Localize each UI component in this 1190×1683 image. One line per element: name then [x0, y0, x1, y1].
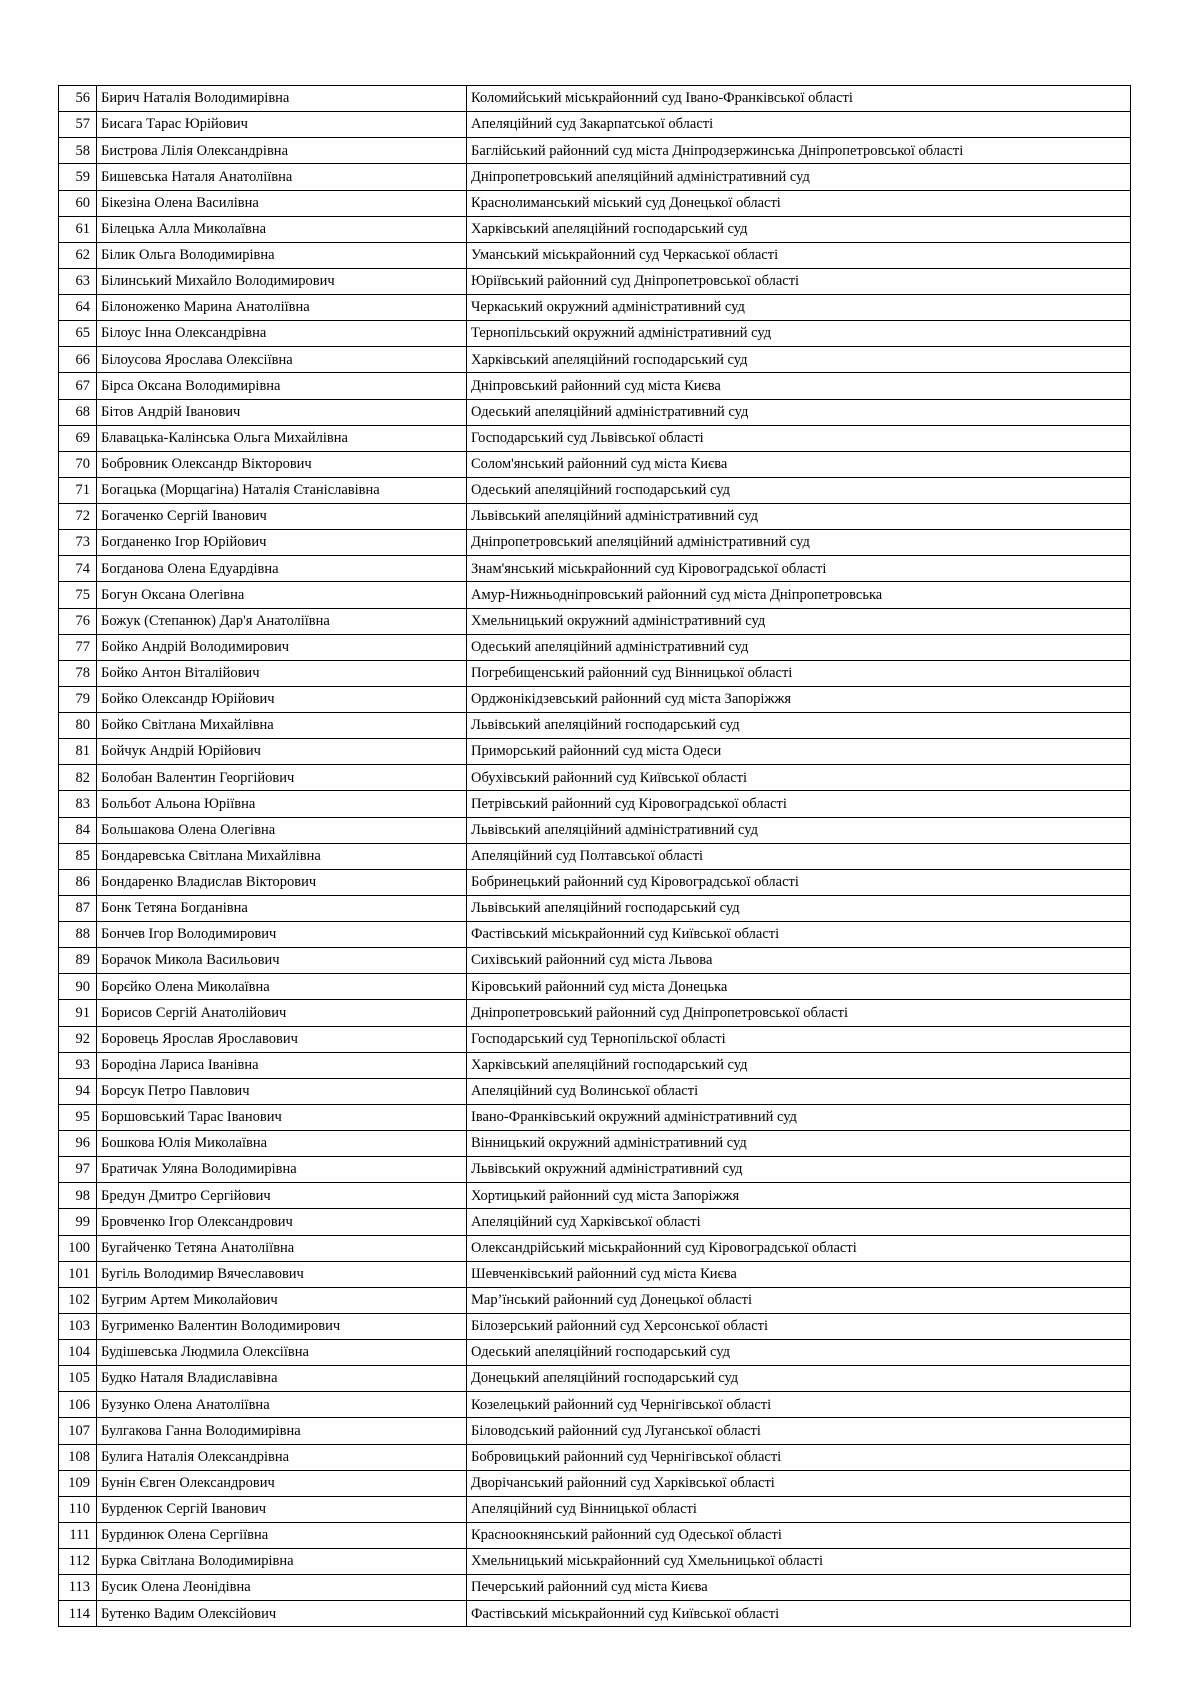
row-number-cell: 96: [59, 1131, 97, 1157]
row-number-cell: 82: [59, 765, 97, 791]
row-number-cell: 61: [59, 216, 97, 242]
judge-name-cell: Боршовський Тарас Іванович: [97, 1104, 467, 1130]
court-name-cell: Бобровицький районний суд Чернігівської області: [467, 1444, 1131, 1470]
row-number-cell: 111: [59, 1522, 97, 1548]
judge-name-cell: Борачок Микола Васильович: [97, 948, 467, 974]
table-row: [59, 1340, 1131, 1366]
table-row: [59, 425, 1131, 451]
row-number-cell: 63: [59, 268, 97, 294]
table-row: [59, 477, 1131, 503]
table-row: [59, 713, 1131, 739]
row-number-cell: 99: [59, 1209, 97, 1235]
table-row: [59, 974, 1131, 1000]
judge-name-cell: Большакова Олена Олегівна: [97, 817, 467, 843]
judge-name-cell: Бородіна Лариса Іванівна: [97, 1052, 467, 1078]
table-row: [59, 1444, 1131, 1470]
judge-name-cell: Борсук Петро Павлович: [97, 1078, 467, 1104]
row-number-cell: 112: [59, 1549, 97, 1575]
table-row: [59, 1522, 1131, 1548]
judge-name-cell: Бошкова Юлія Миколаївна: [97, 1131, 467, 1157]
judge-name-cell: Бурдинюк Олена Сергіївна: [97, 1522, 467, 1548]
court-name-cell: Апеляційний суд Волинської області: [467, 1078, 1131, 1104]
table-row: [59, 1287, 1131, 1313]
row-number-cell: 113: [59, 1575, 97, 1601]
judge-name-cell: Бистрова Лілія Олександрівна: [97, 138, 467, 164]
table-row: [59, 817, 1131, 843]
court-name-cell: Апеляційний суд Закарпатської області: [467, 112, 1131, 138]
court-name-cell: Львівський апеляційний адміністративний суд: [467, 817, 1131, 843]
court-name-cell: Апеляційний суд Вінницької області: [467, 1496, 1131, 1522]
judge-name-cell: Болобан Валентин Георгійович: [97, 765, 467, 791]
judge-name-cell: Бугрименко Валентин Володимирович: [97, 1313, 467, 1339]
judge-name-cell: Бойко Світлана Михайлівна: [97, 713, 467, 739]
judge-name-cell: Бурденюк Сергій Іванович: [97, 1496, 467, 1522]
judge-name-cell: Білинський Михайло Володимирович: [97, 268, 467, 294]
table-row: [59, 660, 1131, 686]
row-number-cell: 110: [59, 1496, 97, 1522]
judge-name-cell: Бойчук Андрій Юрійович: [97, 739, 467, 765]
table-row: [59, 686, 1131, 712]
court-name-cell: Бобринецький районний суд Кіровоградської області: [467, 869, 1131, 895]
row-number-cell: 74: [59, 556, 97, 582]
judge-name-cell: Бисага Тарас Юрійович: [97, 112, 467, 138]
court-name-cell: Одеський апеляційний адміністративний суд: [467, 634, 1131, 660]
row-number-cell: 86: [59, 869, 97, 895]
judge-name-cell: Будко Наталя Владиславівна: [97, 1366, 467, 1392]
court-name-cell: Апеляційний суд Полтавської області: [467, 843, 1131, 869]
row-number-cell: 85: [59, 843, 97, 869]
court-name-cell: Дніпропетровський районний суд Дніпропетровської області: [467, 1000, 1131, 1026]
row-number-cell: 101: [59, 1261, 97, 1287]
table-row: [59, 1313, 1131, 1339]
court-name-cell: Хмельницький міськрайонний суд Хмельницької області: [467, 1549, 1131, 1575]
court-name-cell: Хмельницький окружний адміністративний суд: [467, 608, 1131, 634]
judge-name-cell: Білоусова Ярослава Олексіївна: [97, 347, 467, 373]
court-name-cell: Погребищенський районний суд Вінницької області: [467, 660, 1131, 686]
table-row: [59, 530, 1131, 556]
row-number-cell: 81: [59, 739, 97, 765]
court-name-cell: Одеський апеляційний господарський суд: [467, 1340, 1131, 1366]
row-number-cell: 69: [59, 425, 97, 451]
court-name-cell: Козелецький районний суд Чернігівської області: [467, 1392, 1131, 1418]
court-name-cell: Знам'янський міськрайонний суд Кіровоградської області: [467, 556, 1131, 582]
table-row: [59, 556, 1131, 582]
row-number-cell: 107: [59, 1418, 97, 1444]
court-name-cell: Петрівський районний суд Кіровоградської області: [467, 791, 1131, 817]
table-row: [59, 843, 1131, 869]
row-number-cell: 92: [59, 1026, 97, 1052]
row-number-cell: 78: [59, 660, 97, 686]
table-row: [59, 373, 1131, 399]
judge-name-cell: Бурка Світлана Володимирівна: [97, 1549, 467, 1575]
table-row: [59, 922, 1131, 948]
row-number-cell: 103: [59, 1313, 97, 1339]
table-row: [59, 138, 1131, 164]
table-row: [59, 1104, 1131, 1130]
judge-name-cell: Бредун Дмитро Сергійович: [97, 1183, 467, 1209]
judge-name-cell: Бітов Андрій Іванович: [97, 399, 467, 425]
row-number-cell: 87: [59, 895, 97, 921]
court-name-cell: Дніпропетровський апеляційний адміністративний суд: [467, 530, 1131, 556]
row-number-cell: 64: [59, 295, 97, 321]
court-name-cell: Білозерський районний суд Херсонської області: [467, 1313, 1131, 1339]
table-row: [59, 1078, 1131, 1104]
judge-name-cell: Бонк Тетяна Богданівна: [97, 895, 467, 921]
table-row: [59, 295, 1131, 321]
judge-name-cell: Бойко Антон Віталійович: [97, 660, 467, 686]
row-number-cell: 102: [59, 1287, 97, 1313]
row-number-cell: 70: [59, 451, 97, 477]
judge-name-cell: Будішевська Людмила Олексіївна: [97, 1340, 467, 1366]
court-name-cell: Апеляційний суд Харківської області: [467, 1209, 1131, 1235]
judge-name-cell: Бузунко Олена Анатоліївна: [97, 1392, 467, 1418]
table-row: [59, 582, 1131, 608]
judge-name-cell: Бусик Олена Леонідівна: [97, 1575, 467, 1601]
judge-name-cell: Братичак Уляна Володимирівна: [97, 1157, 467, 1183]
court-name-cell: Орджонікідзевський районний суд міста Запоріжжя: [467, 686, 1131, 712]
judge-name-cell: Бондаренко Владислав Вікторович: [97, 869, 467, 895]
judge-name-cell: Блавацька-Калінська Ольга Михайлівна: [97, 425, 467, 451]
court-name-cell: Одеський апеляційний господарський суд: [467, 477, 1131, 503]
court-name-cell: Краснолиманський міський суд Донецької області: [467, 190, 1131, 216]
court-name-cell: Львівський апеляційний господарський суд: [467, 713, 1131, 739]
row-number-cell: 67: [59, 373, 97, 399]
table-row: [59, 1575, 1131, 1601]
court-name-cell: Обухівський районний суд Київської області: [467, 765, 1131, 791]
table-row: [59, 869, 1131, 895]
court-name-cell: Фастівський міськрайонний суд Київської області: [467, 1601, 1131, 1627]
judge-name-cell: Бойко Олександр Юрійович: [97, 686, 467, 712]
row-number-cell: 100: [59, 1235, 97, 1261]
judge-name-cell: Богацька (Морщагіна) Наталія Станіславівна: [97, 477, 467, 503]
judges-table: [58, 85, 1131, 1627]
court-name-cell: Красноокнянський районний суд Одеської області: [467, 1522, 1131, 1548]
judge-name-cell: Бровченко Ігор Олександрович: [97, 1209, 467, 1235]
row-number-cell: 80: [59, 713, 97, 739]
table-row: [59, 190, 1131, 216]
row-number-cell: 89: [59, 948, 97, 974]
judge-name-cell: Бікезіна Олена Василівна: [97, 190, 467, 216]
judge-name-cell: Борєйко Олена Миколаївна: [97, 974, 467, 1000]
judge-name-cell: Бончев Ігор Володимирович: [97, 922, 467, 948]
court-name-cell: Печерський районний суд міста Києва: [467, 1575, 1131, 1601]
row-number-cell: 75: [59, 582, 97, 608]
court-name-cell: Дніпровський районний суд міста Києва: [467, 373, 1131, 399]
row-number-cell: 90: [59, 974, 97, 1000]
table-row: [59, 1418, 1131, 1444]
table-row: [59, 1235, 1131, 1261]
table-row: [59, 1496, 1131, 1522]
judge-name-cell: Білоноженко Марина Анатоліївна: [97, 295, 467, 321]
court-name-cell: Юріївський районний суд Дніпропетровської області: [467, 268, 1131, 294]
judge-name-cell: Бондаревська Світлана Михайлівна: [97, 843, 467, 869]
table-row: [59, 268, 1131, 294]
judge-name-cell: Богданенко Ігор Юрійович: [97, 530, 467, 556]
row-number-cell: 62: [59, 242, 97, 268]
judge-name-cell: Бутенко Вадим Олексійович: [97, 1601, 467, 1627]
table-row: [59, 216, 1131, 242]
table-row: [59, 242, 1131, 268]
judge-name-cell: Бунін Євген Олександрович: [97, 1470, 467, 1496]
row-number-cell: 57: [59, 112, 97, 138]
judge-name-cell: Бирич Наталія Володимирівна: [97, 86, 467, 112]
row-number-cell: 84: [59, 817, 97, 843]
court-name-cell: Шевченківський районний суд міста Києва: [467, 1261, 1131, 1287]
row-number-cell: 65: [59, 321, 97, 347]
judge-name-cell: Богаченко Сергій Іванович: [97, 504, 467, 530]
court-name-cell: Амур-Нижньодніпровський районний суд міста Дніпропетровська: [467, 582, 1131, 608]
row-number-cell: 88: [59, 922, 97, 948]
row-number-cell: 72: [59, 504, 97, 530]
table-row: [59, 321, 1131, 347]
table-row: [59, 634, 1131, 660]
row-number-cell: 58: [59, 138, 97, 164]
court-name-cell: Вінницький окружний адміністративний суд: [467, 1131, 1131, 1157]
court-name-cell: Кіровський районний суд міста Донецька: [467, 974, 1131, 1000]
row-number-cell: 94: [59, 1078, 97, 1104]
judge-name-cell: Бугрим Артем Миколайович: [97, 1287, 467, 1313]
row-number-cell: 56: [59, 86, 97, 112]
table-row: [59, 1549, 1131, 1575]
table-row: [59, 1183, 1131, 1209]
table-row: [59, 895, 1131, 921]
court-name-cell: Фастівський міськрайонний суд Київської області: [467, 922, 1131, 948]
court-name-cell: Дніпропетровський апеляційний адміністративний суд: [467, 164, 1131, 190]
judge-name-cell: Булгакова Ганна Володимирівна: [97, 1418, 467, 1444]
table-row: [59, 1000, 1131, 1026]
row-number-cell: 60: [59, 190, 97, 216]
table-row: [59, 86, 1131, 112]
judge-name-cell: Больбот Альона Юріївна: [97, 791, 467, 817]
table-row: [59, 608, 1131, 634]
court-name-cell: Біловодський районний суд Луганської області: [467, 1418, 1131, 1444]
judge-name-cell: Богун Оксана Олегівна: [97, 582, 467, 608]
court-name-cell: Харківський апеляційний господарський суд: [467, 216, 1131, 242]
row-number-cell: 108: [59, 1444, 97, 1470]
row-number-cell: 59: [59, 164, 97, 190]
row-number-cell: 109: [59, 1470, 97, 1496]
court-name-cell: Івано-Франківський окружний адміністративний суд: [467, 1104, 1131, 1130]
court-name-cell: Олександрійський міськрайонний суд Кіровоградської області: [467, 1235, 1131, 1261]
table-row: [59, 1157, 1131, 1183]
judge-name-cell: Білецька Алла Миколаївна: [97, 216, 467, 242]
judge-name-cell: Бугіль Володимир Вячеславович: [97, 1261, 467, 1287]
table-row: [59, 1026, 1131, 1052]
court-name-cell: Дворічанський районний суд Харківської області: [467, 1470, 1131, 1496]
judge-name-cell: Білоус Інна Олександрівна: [97, 321, 467, 347]
table-row: [59, 1601, 1131, 1627]
court-name-cell: Солом'янський районний суд міста Києва: [467, 451, 1131, 477]
row-number-cell: 76: [59, 608, 97, 634]
court-name-cell: Уманський міськрайонний суд Черкаської області: [467, 242, 1131, 268]
court-name-cell: Черкаський окружний адміністративний суд: [467, 295, 1131, 321]
table-row: [59, 504, 1131, 530]
court-name-cell: Львівський окружний адміністративний суд: [467, 1157, 1131, 1183]
table-row: [59, 164, 1131, 190]
table-row: [59, 739, 1131, 765]
table-row: [59, 1392, 1131, 1418]
court-name-cell: Донецький апеляційний господарський суд: [467, 1366, 1131, 1392]
table-row: [59, 1366, 1131, 1392]
judge-name-cell: Бірса Оксана Володимирівна: [97, 373, 467, 399]
court-name-cell: Мар’їнський районний суд Донецької області: [467, 1287, 1131, 1313]
judge-name-cell: Бугайченко Тетяна Анатоліївна: [97, 1235, 467, 1261]
table-row: [59, 347, 1131, 373]
court-name-cell: Хортицький районний суд міста Запоріжжя: [467, 1183, 1131, 1209]
judge-name-cell: Бобровник Олександр Вікторович: [97, 451, 467, 477]
court-name-cell: Баглійський районний суд міста Дніпродзержинська Дніпропетровської області: [467, 138, 1131, 164]
table-row: [59, 451, 1131, 477]
row-number-cell: 105: [59, 1366, 97, 1392]
row-number-cell: 66: [59, 347, 97, 373]
court-name-cell: Коломийський міськрайонний суд Івано-Франківської області: [467, 86, 1131, 112]
court-name-cell: Одеський апеляційний адміністративний суд: [467, 399, 1131, 425]
row-number-cell: 83: [59, 791, 97, 817]
court-name-cell: Львівський апеляційний господарський суд: [467, 895, 1131, 921]
judge-name-cell: Бишевська Наталя Анатоліївна: [97, 164, 467, 190]
table-row: [59, 1261, 1131, 1287]
row-number-cell: 91: [59, 1000, 97, 1026]
table-row: [59, 1052, 1131, 1078]
row-number-cell: 104: [59, 1340, 97, 1366]
judges-table-body: [59, 86, 1131, 1627]
row-number-cell: 106: [59, 1392, 97, 1418]
judge-name-cell: Білик Ольга Володимирівна: [97, 242, 467, 268]
row-number-cell: 68: [59, 399, 97, 425]
row-number-cell: 98: [59, 1183, 97, 1209]
judge-name-cell: Богданова Олена Едуардівна: [97, 556, 467, 582]
judge-name-cell: Бойко Андрій Володимирович: [97, 634, 467, 660]
court-name-cell: Харківський апеляційний господарський суд: [467, 347, 1131, 373]
row-number-cell: 73: [59, 530, 97, 556]
row-number-cell: 71: [59, 477, 97, 503]
table-row: [59, 1131, 1131, 1157]
judge-name-cell: Божук (Степанюк) Дар'я Анатоліївна: [97, 608, 467, 634]
judge-name-cell: Булига Наталія Олександрівна: [97, 1444, 467, 1470]
table-row: [59, 399, 1131, 425]
court-name-cell: Приморський районний суд міста Одеси: [467, 739, 1131, 765]
row-number-cell: 93: [59, 1052, 97, 1078]
table-row: [59, 1209, 1131, 1235]
row-number-cell: 95: [59, 1104, 97, 1130]
table-row: [59, 948, 1131, 974]
row-number-cell: 77: [59, 634, 97, 660]
judge-name-cell: Боровець Ярослав Ярославович: [97, 1026, 467, 1052]
table-row: [59, 1470, 1131, 1496]
court-name-cell: Львівський апеляційний адміністративний суд: [467, 504, 1131, 530]
table-row: [59, 765, 1131, 791]
table-row: [59, 112, 1131, 138]
row-number-cell: 114: [59, 1601, 97, 1627]
row-number-cell: 97: [59, 1157, 97, 1183]
row-number-cell: 79: [59, 686, 97, 712]
court-name-cell: Харківський апеляційний господарський суд: [467, 1052, 1131, 1078]
court-name-cell: Господарський суд Львівської області: [467, 425, 1131, 451]
court-name-cell: Господарський суд Тернопільскої області: [467, 1026, 1131, 1052]
judge-name-cell: Борисов Сергій Анатолійович: [97, 1000, 467, 1026]
court-name-cell: Тернопільський окружний адміністративний суд: [467, 321, 1131, 347]
court-name-cell: Сихівський районний суд міста Львова: [467, 948, 1131, 974]
table-row: [59, 791, 1131, 817]
